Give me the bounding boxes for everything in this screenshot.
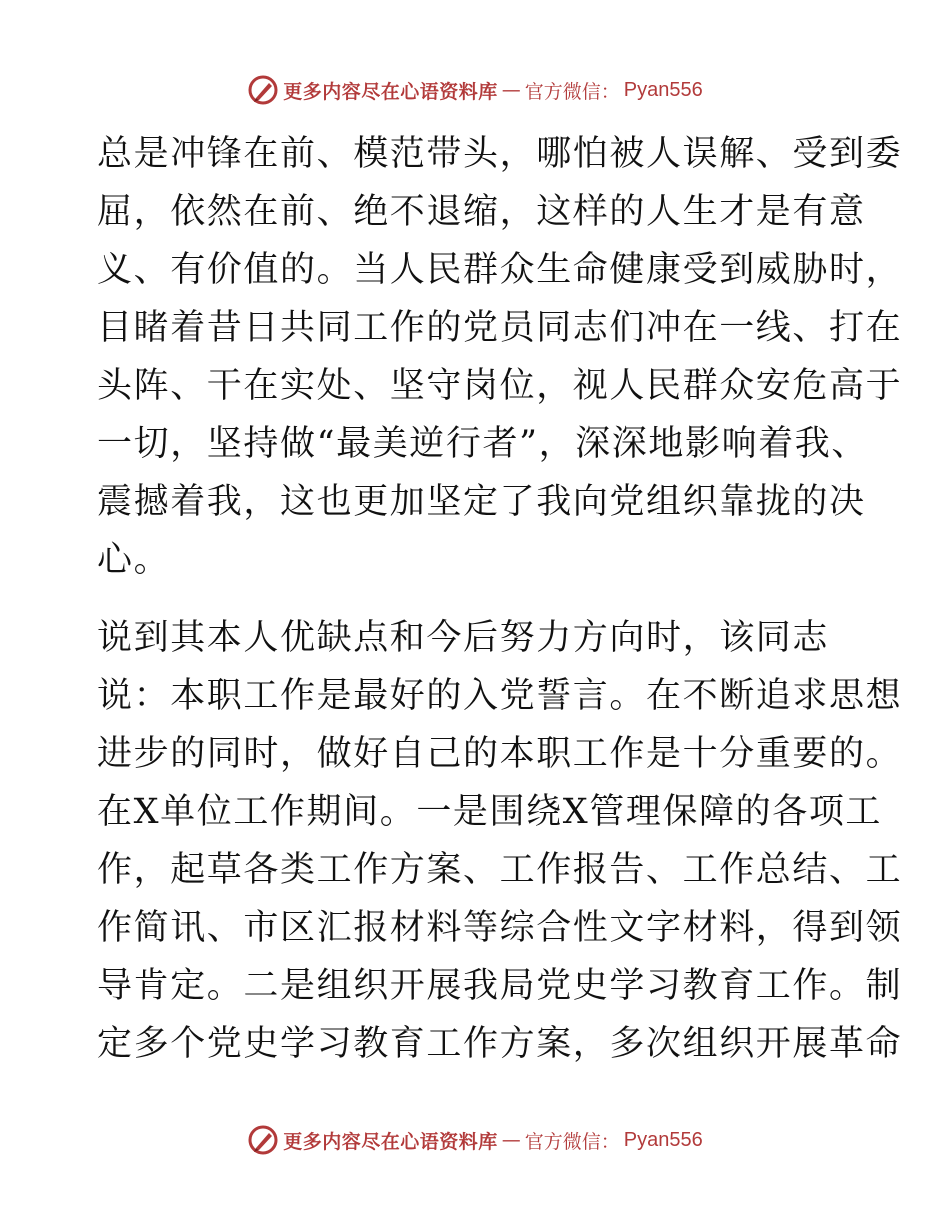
pen-logo-icon <box>247 74 279 106</box>
text-line: 心。 <box>97 540 171 580</box>
text-line: 目睹着昔日共同工作的党员同志们冲在一线、打在 <box>97 308 903 348</box>
header-banner-text: 更多内容尽在心语资料库 <box>283 80 498 103</box>
text-line: 屈，依然在前、绝不退缩，这样的人生才是有意 <box>97 192 866 232</box>
header-banner <box>0 70 950 110</box>
text-line: 进步的同时，做好自己的本职工作是十分重要的。 <box>97 734 903 774</box>
text-line: 定多个党史学习教育工作方案，多次组织开展革命 <box>97 1024 903 1064</box>
text-line: 作，起草各类工作方案、工作报告、工作总结、工 <box>97 850 903 890</box>
text-line: 震撼着我，这也更加坚定了我向党组织靠拢的决 <box>97 482 866 522</box>
header-banner-content <box>247 74 703 106</box>
text-line: 义、有价值的。当人民群众生命健康受到威胁时， <box>97 250 903 290</box>
text-line: 说：本职工作是最好的入党誓言。在不断追求思想 <box>97 676 903 716</box>
paragraph-2 <box>97 609 903 1073</box>
text-line: 说到其本人优缺点和今后努力方向时，该同志 <box>97 618 830 658</box>
document-body <box>97 125 903 1073</box>
header-banner-dash: — <box>501 79 521 101</box>
paragraph-1 <box>97 125 903 589</box>
footer-banner-dash: — <box>501 1129 521 1151</box>
footer-wechat-id: Pyan556 <box>623 1128 703 1151</box>
footer-banner-text: 更多内容尽在心语资料库 <box>283 1130 498 1153</box>
text-line: 头阵、干在实处、坚守岗位，视人民群众安危高于 <box>97 366 903 406</box>
footer-banner <box>0 1120 950 1160</box>
text-line: 一切，坚持做“最美逆行者”，深深地影响着我、 <box>97 424 868 464</box>
header-wechat-label: 官方微信： <box>524 80 620 103</box>
text-line: 总是冲锋在前、模范带头，哪怕被人误解、受到委 <box>97 134 903 174</box>
pen-logo-icon <box>247 1124 279 1156</box>
text-line: 导肯定。二是组织开展我局党史学习教育工作。制 <box>97 966 903 1006</box>
footer-banner-content <box>247 1124 703 1156</box>
paragraph-gap <box>97 589 857 609</box>
footer-wechat-label: 官方微信： <box>524 1130 620 1153</box>
header-wechat-id: Pyan556 <box>623 78 703 101</box>
text-line: 在X单位工作期间。一是围绕X管理保障的各项工 <box>97 792 883 832</box>
text-line: 作简讯、市区汇报材料等综合性文字材料，得到领 <box>97 908 903 948</box>
